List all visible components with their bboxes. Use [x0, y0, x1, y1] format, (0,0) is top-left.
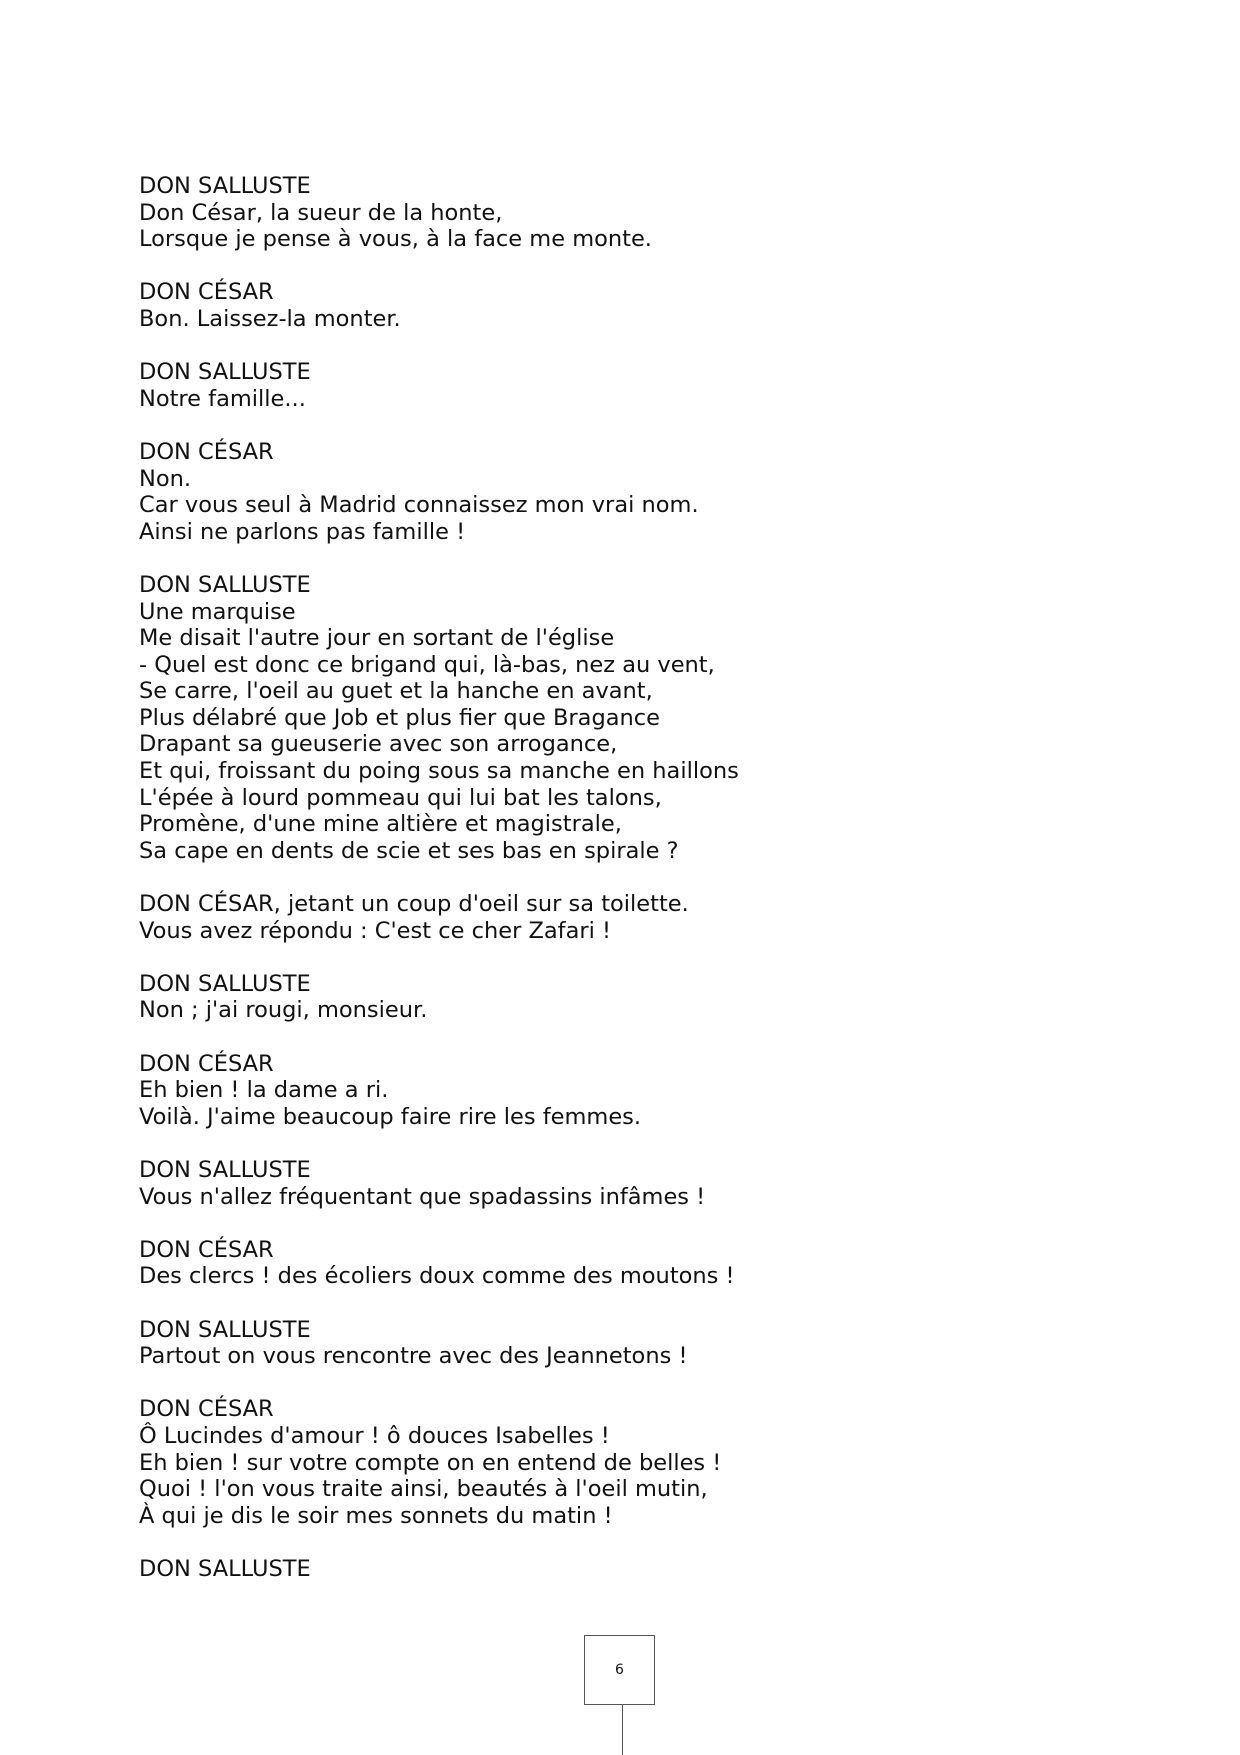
verse-line: Me disait l'autre jour en sortant de l'église: [139, 625, 615, 652]
speech-block: [139, 572, 1139, 865]
verse-line: Notre famille...: [139, 385, 306, 412]
verse-line: Non.: [139, 465, 192, 492]
verse-line: Eh bien ! sur votre compte on en entend de belles !: [139, 1449, 722, 1476]
speech-block: [139, 971, 1139, 1024]
play-script: [139, 173, 1139, 1609]
verse-line: Bon. Laissez-la monter.: [139, 305, 401, 332]
page-number-text: 6: [615, 1662, 624, 1678]
speech-block: [139, 173, 1139, 253]
verse-line: Quoi ! l'on vous traite ainsi, beautés à l'oeil mutin,: [139, 1476, 708, 1503]
verse-line: - Quel est donc ce brigand qui, là-bas, nez au vent,: [139, 651, 715, 678]
speech-block: [139, 1396, 1139, 1529]
verse-line: À qui je dis le soir mes sonnets du matin !: [139, 1502, 613, 1529]
verse-line: Ô Lucindes d'amour ! ô douces Isabelles !: [139, 1422, 610, 1449]
speaker-name: DON CÉSAR, jetant un coup d'oeil sur sa toilette.: [139, 891, 689, 918]
speaker-name: DON SALLUSTE: [139, 173, 311, 199]
speech-block: [139, 439, 1139, 545]
verse-line: Vous avez répondu : C'est ce cher Zafari !: [139, 917, 612, 944]
speaker-name: DON SALLUSTE: [139, 1316, 311, 1343]
speech-block: [139, 1556, 1139, 1583]
verse-line: L'épée à lourd pommeau qui lui bat les talons,: [139, 784, 662, 811]
verse-line: Sa cape en dents de scie et ses bas en spirale ?: [139, 837, 679, 864]
verse-line: Plus délabré que Job et plus fier que Bragance: [139, 704, 660, 731]
speaker-name: DON SALLUSTE: [139, 1555, 311, 1582]
verse-line: Partout on vous rencontre avec des Jeannetons !: [139, 1343, 688, 1370]
speech-block: [139, 1237, 1139, 1290]
speech-block: [139, 1051, 1139, 1131]
speech-block: [139, 1317, 1139, 1370]
speaker-name: DON SALLUSTE: [139, 359, 311, 386]
verse-line: Non ; j'ai rougi, monsieur.: [139, 997, 428, 1024]
verse-line: Une marquise: [139, 598, 296, 625]
verse-line: Et qui, froissant du poing sous sa manche en haillons: [139, 758, 739, 785]
verse-line: Eh bien ! la dame a ri.: [139, 1077, 389, 1104]
speech-block: [139, 1157, 1139, 1210]
speaker-name: DON CÉSAR: [139, 438, 274, 465]
speaker-name: DON SALLUSTE: [139, 970, 311, 997]
verse-line: Se carre, l'oeil au guet et la hanche en avant,: [139, 678, 653, 705]
speaker-name: DON SALLUSTE: [139, 571, 311, 598]
verse-line: Lorsque je pense à vous, à la face me monte.: [139, 226, 652, 253]
page-number: [584, 1635, 655, 1705]
verse-line: Vous n'allez fréquentant que spadassins infâmes !: [139, 1183, 706, 1210]
speaker-name: DON CÉSAR: [139, 1396, 274, 1423]
speaker-name: DON CÉSAR: [139, 1236, 274, 1263]
verse-line: Voilà. J'aime beaucoup faire rire les femmes.: [139, 1103, 642, 1130]
speaker-name: DON SALLUSTE: [139, 1156, 311, 1183]
speaker-name: DON CÉSAR: [139, 1050, 274, 1077]
footer-divider: [622, 1705, 623, 1755]
speech-block: [139, 359, 1139, 412]
speech-block: [139, 891, 1139, 944]
speech-block: [139, 279, 1139, 332]
verse-line: Car vous seul à Madrid connaissez mon vrai nom.: [139, 492, 699, 519]
verse-line: Ainsi ne parlons pas famille !: [139, 518, 466, 545]
speaker-name: DON CÉSAR: [139, 279, 274, 306]
verse-line: Des clercs ! des écoliers doux comme des moutons !: [139, 1263, 735, 1290]
verse-line: Promène, d'une mine altière et magistrale,: [139, 811, 622, 838]
verse-line: Drapant sa gueuserie avec son arrogance,: [139, 731, 618, 758]
verse-line: Don César, la sueur de la honte,: [139, 199, 503, 226]
